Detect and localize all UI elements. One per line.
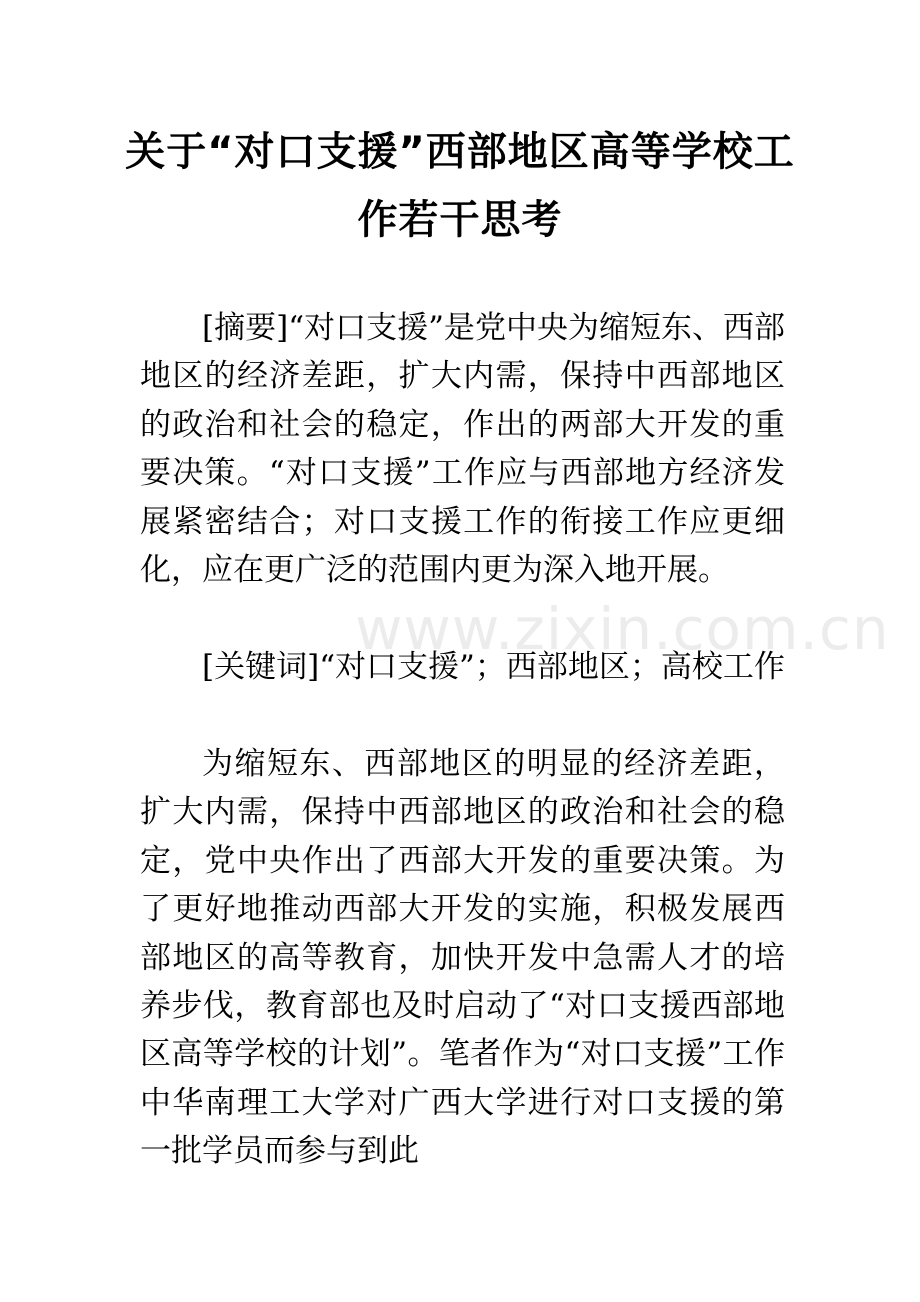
body-paragraph-block bbox=[140, 740, 785, 1176]
body-paragraph: 为缩短东、西部地区的明显的经济差距，扩大内需，保持中西部地区的政治和社会的稳定，党中央作出了西部大开发的重要决策。为了更好地推动西部大开发的实施，积极发展西部地区的高等教育，加快开发中急需人才的培养步伐，教育部也及时启动了“对口支援西部地区高等学校的计划”。笔者作为“对口支援”工作中华南理工大学对广西大学进行对口支援的第一批学员而参与到此 bbox=[140, 746, 785, 1170]
abstract-text: [摘要]“对口支援”是党中央为缩短东、西部地区的经济差距，扩大内需，保持中西部地区的政治和社会的稳定，作出的两部大开发的重要决策。“对口支援”工作应与西部地方经济发展紧密结合；对口支援工作的衔接工作应更细化，应在更广泛的范围内更为深入地开展。 bbox=[140, 310, 785, 589]
keywords-block bbox=[140, 643, 785, 691]
abstract-block bbox=[140, 304, 785, 594]
keywords-text: [关键词]“对口支援”；西部地区；高校工作 bbox=[202, 649, 785, 685]
document-title: 关于“对口支援”西部地区高等学校工作若干思考 bbox=[125, 129, 795, 243]
watermark: www.zixin.com.cn bbox=[355, 595, 890, 663]
